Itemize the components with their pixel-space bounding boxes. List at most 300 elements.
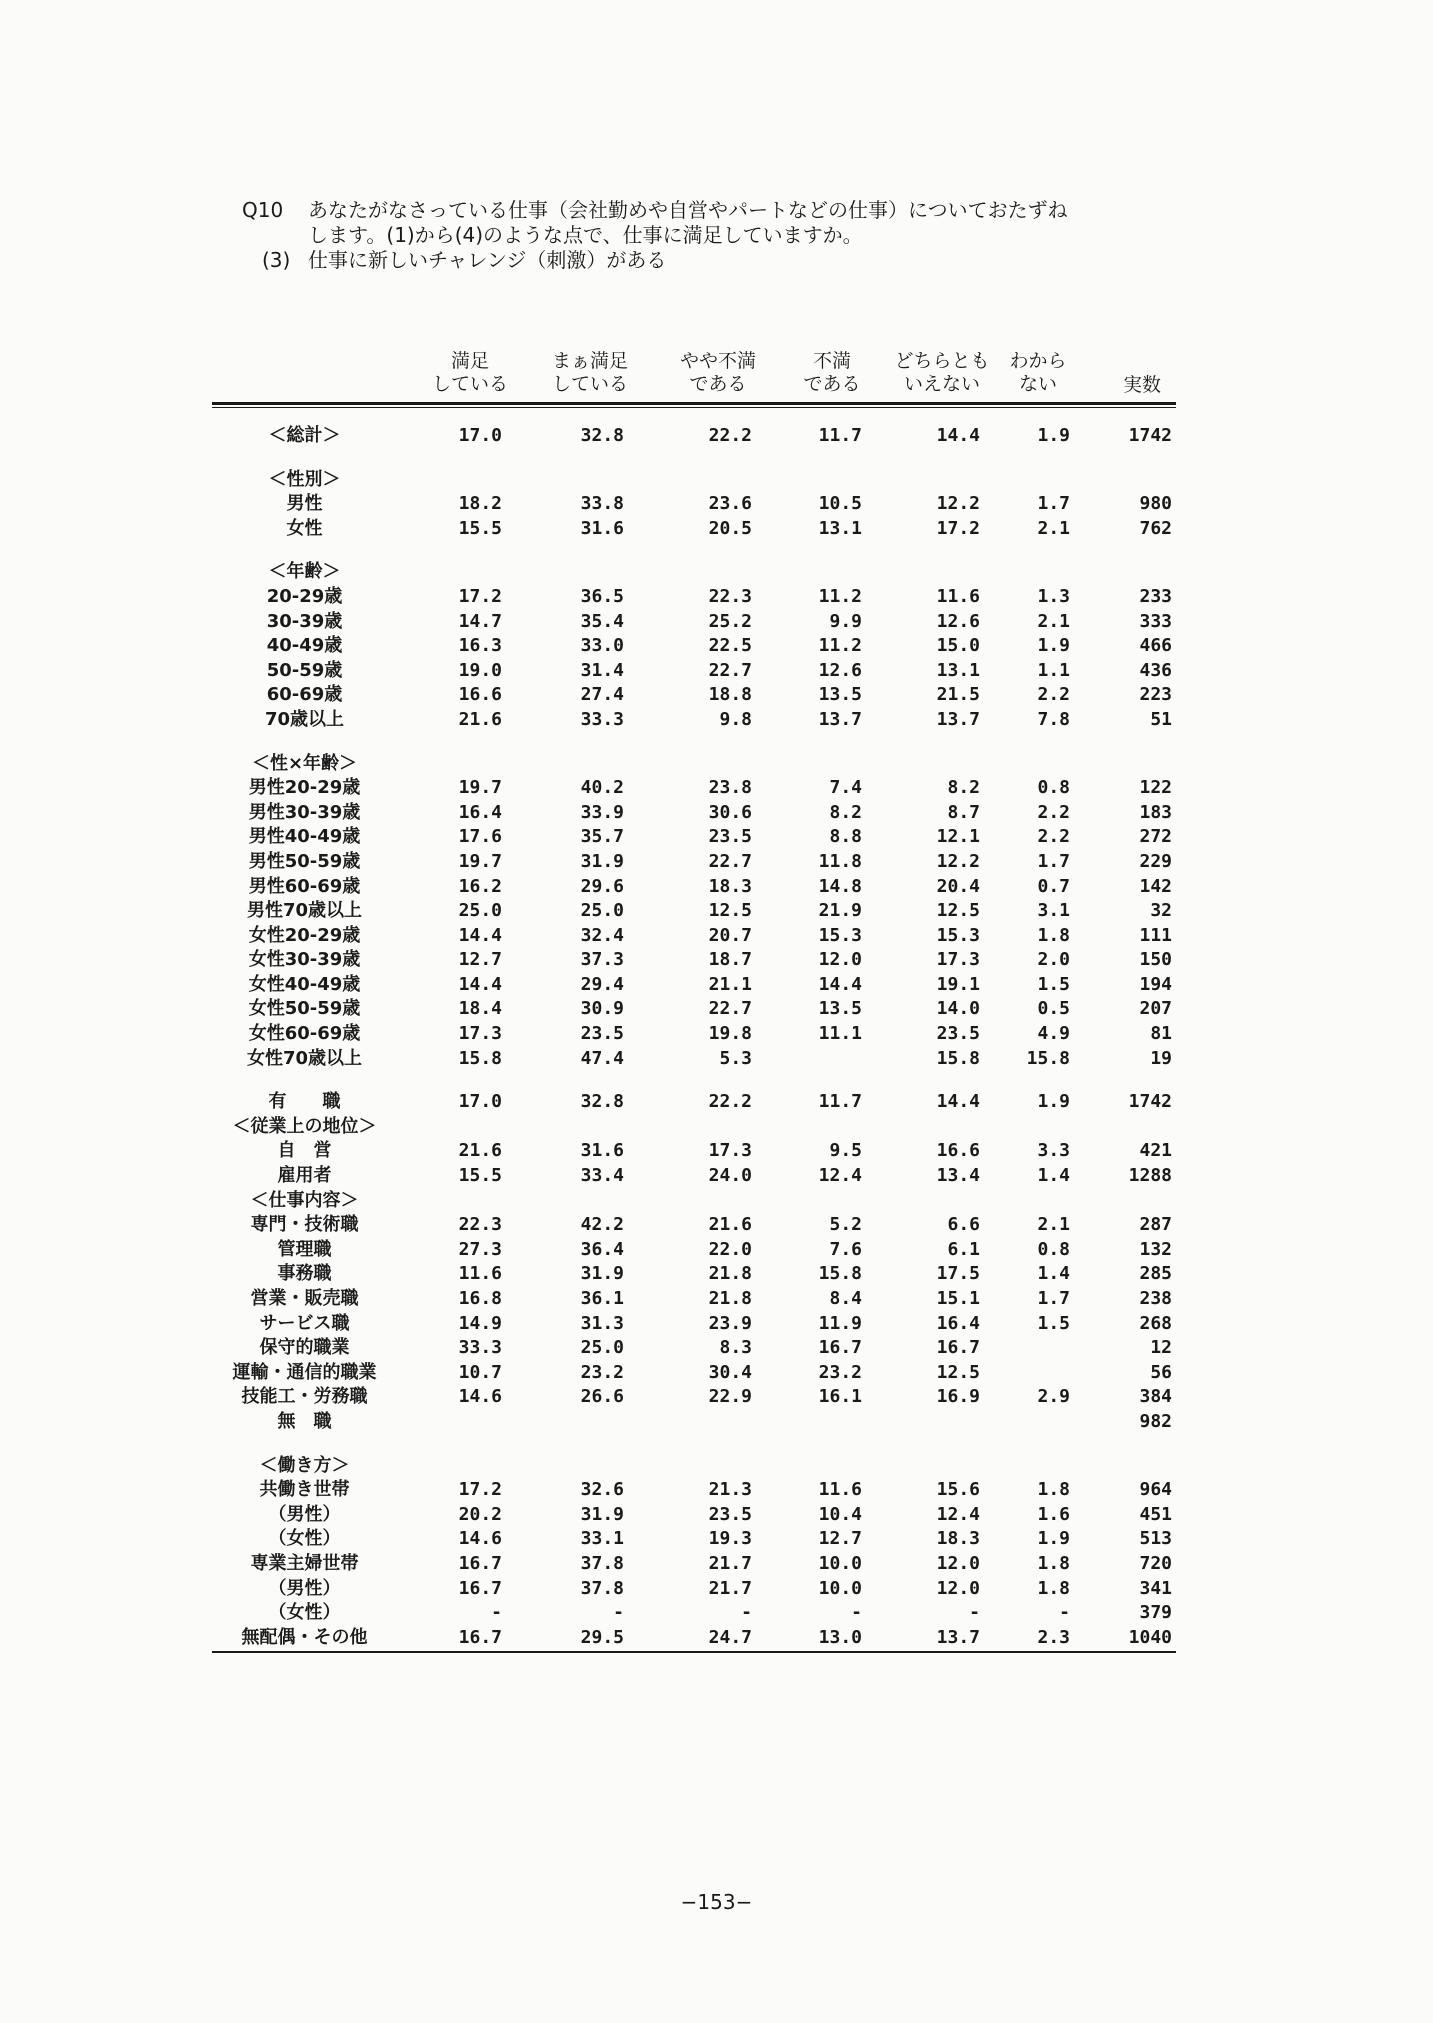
- cell-col-5: 4.9: [1037, 1023, 1070, 1045]
- row-label: 男性70歳以上: [246, 900, 363, 922]
- cell-col-1: 25.0: [580, 900, 624, 922]
- question-text-2: します。(1)から(4)のような点で、仕事に満足していますか。: [308, 223, 863, 247]
- header-rule-thin: [212, 407, 1176, 408]
- table-row: [212, 560, 1176, 585]
- cell-col-0: 16.8: [458, 1288, 502, 1309]
- row-label: 雇用者: [277, 1165, 332, 1187]
- row-label: 共働き世帯: [259, 1479, 350, 1501]
- cell-col-5: 1.6: [1037, 1503, 1070, 1525]
- cell-col-6: 466: [1139, 635, 1172, 657]
- cell-col-3: 10.5: [818, 493, 862, 515]
- table-row: [212, 1478, 1176, 1503]
- cell-col-1: 36.1: [580, 1288, 624, 1309]
- table-row: [212, 1336, 1176, 1361]
- cell-col-0: 21.6: [458, 708, 502, 730]
- column-header-line1: わから: [1009, 350, 1067, 372]
- cell-col-3: 11.8: [818, 850, 862, 872]
- cell-col-4: 18.3: [936, 1528, 980, 1550]
- cell-col-1: 47.4: [580, 1047, 624, 1069]
- cell-col-6: 19: [1150, 1047, 1172, 1069]
- row-label: ＜性×年齢＞: [251, 752, 358, 774]
- cell-col-0: 17.0: [458, 425, 502, 446]
- cell-col-0: 16.2: [458, 875, 502, 897]
- column-headers: [212, 350, 1176, 398]
- cell-col-2: 22.7: [708, 659, 752, 681]
- cell-col-6: 268: [1139, 1312, 1172, 1334]
- cell-col-4: 13.4: [936, 1165, 980, 1187]
- row-label: 女性: [286, 517, 323, 539]
- cell-col-3: 9.5: [829, 1140, 862, 1162]
- table-row: [212, 1213, 1176, 1238]
- cell-col-6: 183: [1139, 801, 1172, 823]
- table-row: [212, 1454, 1176, 1479]
- cell-col-0: 14.4: [458, 924, 502, 946]
- cell-col-0: 20.2: [458, 1503, 502, 1525]
- table-row: [212, 997, 1176, 1022]
- cell-col-0: 14.7: [458, 610, 502, 632]
- sub-question: [262, 248, 1242, 273]
- cell-col-4: 15.1: [936, 1288, 980, 1309]
- cell-col-3: 7.4: [829, 777, 862, 799]
- column-header-line2: である: [803, 373, 861, 395]
- cell-col-1: 29.6: [580, 875, 624, 897]
- cell-col-1: 23.5: [580, 1023, 624, 1045]
- table-body: [212, 424, 1176, 1650]
- cell-col-5: 1.5: [1037, 1312, 1070, 1334]
- cell-col-5: 1.4: [1037, 1165, 1070, 1187]
- cell-col-0: 16.7: [458, 1552, 502, 1574]
- cell-col-2: 30.4: [708, 1361, 752, 1383]
- cell-col-2: 21.6: [708, 1214, 752, 1236]
- row-label: 無配偶・その他: [241, 1626, 368, 1648]
- cell-col-6: 762: [1139, 517, 1172, 539]
- column-header-2: [658, 350, 778, 396]
- cell-col-3: 10.0: [818, 1552, 862, 1574]
- cell-col-1: 32.8: [580, 1091, 624, 1113]
- cell-col-6: 56: [1150, 1361, 1172, 1383]
- cell-col-3: 11.6: [818, 1479, 862, 1501]
- row-label: （男性）: [268, 1503, 341, 1525]
- row-spacer: [212, 541, 1176, 560]
- cell-col-1: 29.4: [580, 973, 624, 995]
- cell-col-5: 2.2: [1037, 684, 1070, 706]
- row-label: ＜働き方＞: [259, 1454, 350, 1476]
- table-row: [212, 708, 1176, 733]
- column-header-6: [1082, 374, 1202, 397]
- cell-col-0: 15.5: [458, 517, 502, 539]
- table-row: [212, 924, 1176, 949]
- cell-col-2: 22.5: [708, 635, 752, 657]
- table-row: [212, 801, 1176, 826]
- cell-col-5: 1.9: [1037, 425, 1070, 446]
- cell-col-2: 30.6: [708, 801, 752, 823]
- cell-col-4: -: [969, 1602, 980, 1624]
- cell-col-0: 17.6: [458, 826, 502, 848]
- row-label: 女性30-39歳: [248, 949, 361, 971]
- cell-col-0: 16.3: [458, 635, 502, 657]
- row-label: （女性）: [268, 1602, 341, 1624]
- column-header-1: [530, 350, 650, 396]
- cell-col-4: 15.6: [936, 1479, 980, 1501]
- cell-col-5: 2.3: [1037, 1626, 1070, 1648]
- cell-col-6: 436: [1139, 659, 1172, 681]
- row-label: 40-49歳: [266, 635, 343, 657]
- cell-col-2: 18.7: [708, 949, 752, 971]
- cell-col-6: 379: [1139, 1602, 1172, 1624]
- cell-col-3: 8.4: [829, 1288, 862, 1309]
- cell-col-1: 37.3: [580, 949, 624, 971]
- cell-col-1: 33.4: [580, 1165, 624, 1187]
- cell-col-1: 40.2: [580, 777, 624, 799]
- row-label: 女性20-29歳: [248, 924, 361, 946]
- row-label: ＜性別＞: [268, 468, 341, 490]
- row-label: 50-59歳: [266, 659, 343, 681]
- cell-col-2: 21.8: [708, 1288, 752, 1309]
- cell-col-4: 15.0: [936, 635, 980, 657]
- cell-col-4: 12.0: [936, 1577, 980, 1599]
- cell-col-3: 15.8: [818, 1263, 862, 1285]
- cell-col-3: 12.6: [818, 659, 862, 681]
- table-row: [212, 1022, 1176, 1047]
- results-table: [212, 350, 1176, 1648]
- cell-col-0: 11.6: [458, 1263, 502, 1285]
- cell-col-1: 33.9: [580, 801, 624, 823]
- row-label: ＜従業上の地位＞: [232, 1115, 377, 1137]
- row-label: 60-69歳: [266, 684, 343, 706]
- cell-col-3: -: [851, 1602, 862, 1624]
- table-row: [212, 424, 1176, 449]
- cell-col-5: 2.9: [1037, 1386, 1070, 1408]
- row-spacer: [212, 1071, 1176, 1090]
- cell-col-5: 0.8: [1037, 777, 1070, 799]
- cell-col-5: 1.3: [1037, 585, 1070, 607]
- cell-col-2: 12.5: [708, 900, 752, 922]
- cell-col-1: 31.4: [580, 659, 624, 681]
- cell-col-2: 5.3: [719, 1047, 752, 1069]
- cell-col-4: 13.7: [936, 708, 980, 730]
- cell-col-1: -: [613, 1602, 624, 1624]
- table-row: [212, 517, 1176, 542]
- cell-col-4: 13.1: [936, 659, 980, 681]
- cell-col-4: 17.5: [936, 1263, 980, 1285]
- cell-col-2: 17.3: [708, 1140, 752, 1162]
- cell-col-5: 1.8: [1037, 924, 1070, 946]
- cell-col-4: 17.3: [936, 949, 980, 971]
- cell-col-1: 23.2: [580, 1361, 624, 1383]
- cell-col-4: 13.7: [936, 1626, 980, 1648]
- cell-col-5: 2.2: [1037, 826, 1070, 848]
- table-row: [212, 492, 1176, 517]
- cell-col-0: 19.7: [458, 850, 502, 872]
- cell-col-0: 33.3: [458, 1337, 502, 1359]
- cell-col-1: 37.8: [580, 1552, 624, 1574]
- cell-col-2: 22.3: [708, 585, 752, 607]
- cell-col-5: 1.4: [1037, 1263, 1070, 1285]
- table-row: [212, 1527, 1176, 1552]
- cell-col-5: 1.8: [1037, 1479, 1070, 1501]
- cell-col-0: 10.7: [458, 1361, 502, 1383]
- table-row: [212, 1139, 1176, 1164]
- cell-col-2: 20.5: [708, 517, 752, 539]
- cell-col-1: 29.5: [580, 1626, 624, 1648]
- question-number: Q10: [242, 198, 284, 222]
- table-row: [212, 776, 1176, 801]
- cell-col-4: 12.4: [936, 1503, 980, 1525]
- table-row: [212, 850, 1176, 875]
- row-label: 70歳以上: [264, 708, 345, 730]
- cell-col-1: 31.9: [580, 850, 624, 872]
- row-label: 専門・技術職: [250, 1214, 359, 1236]
- header-rule: [212, 402, 1176, 405]
- cell-col-6: 32: [1150, 900, 1172, 922]
- cell-col-3: 11.7: [818, 425, 862, 446]
- cell-col-2: 21.7: [708, 1577, 752, 1599]
- cell-col-6: 1288: [1128, 1165, 1172, 1187]
- cell-col-2: 22.7: [708, 998, 752, 1020]
- cell-col-5: 1.9: [1037, 1528, 1070, 1550]
- table-row: [212, 1164, 1176, 1189]
- cell-col-3: 15.3: [818, 924, 862, 946]
- cell-col-1: 33.3: [580, 708, 624, 730]
- cell-col-4: 12.2: [936, 850, 980, 872]
- cell-col-2: -: [741, 1602, 752, 1624]
- table-row: [212, 1552, 1176, 1577]
- table-row: [212, 468, 1176, 493]
- cell-col-5: 1.7: [1037, 1288, 1070, 1309]
- cell-col-5: 0.5: [1037, 998, 1070, 1020]
- table-row: [212, 683, 1176, 708]
- row-label: 30-39歳: [266, 610, 343, 632]
- cell-col-3: 21.9: [818, 900, 862, 922]
- cell-col-2: 21.7: [708, 1552, 752, 1574]
- cell-col-3: 11.2: [818, 635, 862, 657]
- table-row: [212, 1090, 1176, 1115]
- cell-col-4: 14.4: [936, 1091, 980, 1113]
- cell-col-1: 31.6: [580, 517, 624, 539]
- cell-col-3: 11.9: [818, 1312, 862, 1334]
- column-header-line1: 不満: [812, 350, 851, 372]
- cell-col-1: 31.9: [580, 1263, 624, 1285]
- cell-col-6: 272: [1139, 826, 1172, 848]
- cell-col-4: 12.1: [936, 826, 980, 848]
- table-row: [212, 585, 1176, 610]
- cell-col-0: 14.6: [458, 1386, 502, 1408]
- row-label: 無 職: [277, 1410, 332, 1432]
- cell-col-2: 19.3: [708, 1528, 752, 1550]
- cell-col-6: 1040: [1128, 1626, 1172, 1648]
- column-header-line2: している: [431, 373, 508, 395]
- cell-col-3: 12.4: [818, 1165, 862, 1187]
- cell-col-3: 16.7: [818, 1337, 862, 1359]
- cell-col-5: 2.1: [1037, 1214, 1070, 1236]
- cell-col-5: 1.9: [1037, 1091, 1070, 1113]
- table-row: [212, 1047, 1176, 1072]
- table-row: [212, 1577, 1176, 1602]
- cell-col-0: 15.5: [458, 1165, 502, 1187]
- cell-col-0: 15.8: [458, 1047, 502, 1069]
- row-label: 専業主婦世帯: [250, 1552, 359, 1574]
- column-header-line1: 満足: [450, 350, 489, 372]
- cell-col-2: 23.8: [708, 777, 752, 799]
- question-line-1: [242, 198, 1242, 223]
- table-row: [212, 1601, 1176, 1626]
- column-header-0: [410, 350, 530, 396]
- row-label: （男性）: [268, 1577, 341, 1599]
- table-row: [212, 1262, 1176, 1287]
- row-label: 有 職: [268, 1091, 341, 1113]
- table-row: [212, 899, 1176, 924]
- column-header-line1: やや不満: [679, 350, 756, 372]
- row-label: （女性）: [268, 1528, 341, 1550]
- cell-col-6: 980: [1139, 493, 1172, 515]
- cell-col-3: 8.2: [829, 801, 862, 823]
- row-label: 男性40-49歳: [248, 826, 361, 848]
- cell-col-0: 18.4: [458, 998, 502, 1020]
- table-bottom-rule: [212, 1651, 1176, 1653]
- cell-col-4: 8.7: [947, 801, 980, 823]
- row-spacer: [212, 1435, 1176, 1454]
- column-header-line2: ない: [1018, 373, 1057, 395]
- cell-col-0: 14.9: [458, 1312, 502, 1334]
- cell-col-6: 1742: [1128, 1091, 1172, 1113]
- cell-col-1: 36.5: [580, 585, 624, 607]
- cell-col-0: 19.7: [458, 777, 502, 799]
- cell-col-4: 16.4: [936, 1312, 980, 1334]
- cell-col-4: 11.6: [936, 585, 980, 607]
- row-label: 保守的職業: [259, 1337, 350, 1359]
- cell-col-6: 1742: [1128, 425, 1172, 446]
- cell-col-3: 10.4: [818, 1503, 862, 1525]
- row-label: ＜仕事内容＞: [250, 1189, 359, 1211]
- column-header-line1: どちらとも: [894, 350, 990, 372]
- cell-col-2: 23.6: [708, 493, 752, 515]
- cell-col-2: 22.7: [708, 850, 752, 872]
- cell-col-3: 7.6: [829, 1238, 862, 1260]
- cell-col-5: 2.2: [1037, 801, 1070, 823]
- row-label: 20-29歳: [266, 585, 343, 607]
- cell-col-4: 19.1: [936, 973, 980, 995]
- cell-col-0: 25.0: [458, 900, 502, 922]
- cell-col-3: 16.1: [818, 1386, 862, 1408]
- cell-col-3: 12.7: [818, 1528, 862, 1550]
- cell-col-1: 36.4: [580, 1238, 624, 1260]
- question-text-1: あなたがなさっている仕事（会社勤めや自営やパートなどの仕事）についておたずね: [308, 198, 1068, 222]
- row-label: 男性30-39歳: [248, 801, 361, 823]
- row-label: 事務職: [277, 1263, 332, 1285]
- table-row: [212, 1189, 1176, 1214]
- cell-col-3: 11.1: [818, 1023, 862, 1045]
- cell-col-4: 16.6: [936, 1140, 980, 1162]
- cell-col-6: 150: [1139, 949, 1172, 971]
- cell-col-5: 1.8: [1037, 1577, 1070, 1599]
- sub-question-number: (3): [262, 248, 291, 272]
- cell-col-1: 35.7: [580, 826, 624, 848]
- row-label: 男性20-29歳: [248, 777, 361, 799]
- cell-col-2: 21.1: [708, 973, 752, 995]
- row-label: サービス職: [259, 1312, 350, 1334]
- cell-col-1: 31.6: [580, 1140, 624, 1162]
- row-label: 女性60-69歳: [248, 1023, 361, 1045]
- cell-col-6: 132: [1139, 1238, 1172, 1260]
- cell-col-0: 17.2: [458, 585, 502, 607]
- cell-col-4: 17.2: [936, 517, 980, 539]
- table-row: [212, 1410, 1176, 1435]
- row-spacer: [212, 449, 1176, 468]
- cell-col-3: 13.1: [818, 517, 862, 539]
- cell-col-6: 233: [1139, 585, 1172, 607]
- cell-col-1: 30.9: [580, 998, 624, 1020]
- cell-col-4: 6.1: [947, 1238, 980, 1260]
- cell-col-1: 37.8: [580, 1577, 624, 1599]
- cell-col-1: 35.4: [580, 610, 624, 632]
- cell-col-6: 229: [1139, 850, 1172, 872]
- cell-col-3: 11.2: [818, 585, 862, 607]
- table-row: [212, 659, 1176, 684]
- column-header-line2: している: [551, 373, 628, 395]
- cell-col-6: 51: [1150, 708, 1172, 730]
- row-spacer: [212, 733, 1176, 752]
- cell-col-4: 12.2: [936, 493, 980, 515]
- cell-col-0: 17.3: [458, 1023, 502, 1045]
- cell-col-6: 287: [1139, 1214, 1172, 1236]
- column-header-line2: いえない: [903, 373, 980, 395]
- cell-col-5: 2.1: [1037, 610, 1070, 632]
- row-label: 男性: [286, 493, 323, 515]
- cell-col-5: 1.8: [1037, 1552, 1070, 1574]
- table-row: [212, 1626, 1176, 1651]
- table-row: [212, 634, 1176, 659]
- cell-col-4: 15.8: [936, 1047, 980, 1069]
- table-row: [212, 1312, 1176, 1337]
- cell-col-5: 0.7: [1037, 875, 1070, 897]
- question-header: [242, 198, 1242, 273]
- row-label: ＜年齢＞: [268, 561, 341, 583]
- cell-col-2: 18.3: [708, 875, 752, 897]
- cell-col-6: 982: [1139, 1410, 1172, 1432]
- cell-col-4: 8.2: [947, 777, 980, 799]
- table-row: [212, 610, 1176, 635]
- cell-col-2: 25.2: [708, 610, 752, 632]
- cell-col-1: 33.8: [580, 493, 624, 515]
- cell-col-5: 2.1: [1037, 517, 1070, 539]
- cell-col-3: 13.0: [818, 1626, 862, 1648]
- cell-col-2: 21.3: [708, 1479, 752, 1501]
- cell-col-1: 42.2: [580, 1214, 624, 1236]
- cell-col-3: 8.8: [829, 826, 862, 848]
- row-label: 女性70歳以上: [246, 1047, 363, 1069]
- cell-col-0: 16.7: [458, 1626, 502, 1648]
- cell-col-2: 24.7: [708, 1626, 752, 1648]
- cell-col-4: 14.4: [936, 425, 980, 446]
- cell-col-6: 81: [1150, 1023, 1172, 1045]
- row-label: 女性40-49歳: [248, 973, 361, 995]
- cell-col-5: 15.8: [1026, 1047, 1070, 1069]
- cell-col-3: 13.5: [818, 998, 862, 1020]
- cell-col-4: 16.7: [936, 1337, 980, 1359]
- cell-col-4: 6.6: [947, 1214, 980, 1236]
- cell-col-6: 142: [1139, 875, 1172, 897]
- cell-col-1: 25.0: [580, 1337, 624, 1359]
- cell-col-4: 23.5: [936, 1023, 980, 1045]
- cell-col-2: 21.8: [708, 1263, 752, 1285]
- cell-col-6: 720: [1139, 1552, 1172, 1574]
- cell-col-5: 1.7: [1037, 850, 1070, 872]
- cell-col-3: 5.2: [829, 1214, 862, 1236]
- table-row: [212, 752, 1176, 777]
- cell-col-5: 3.3: [1037, 1140, 1070, 1162]
- cell-col-6: 238: [1139, 1288, 1172, 1309]
- cell-col-0: -: [491, 1602, 502, 1624]
